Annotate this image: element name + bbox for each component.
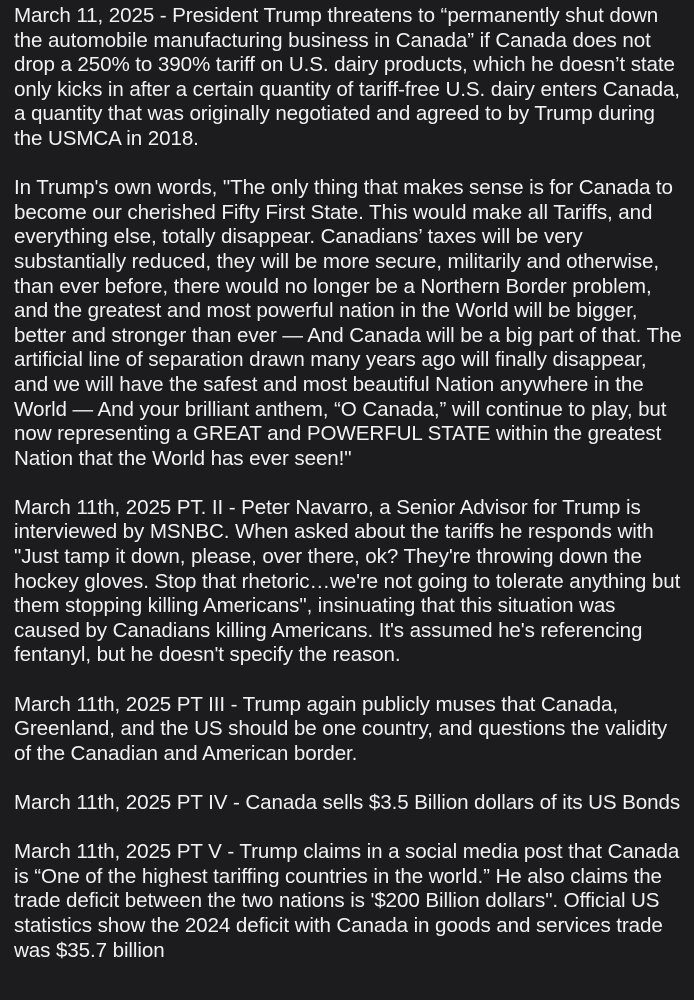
paragraph-bond-sale: March 11th, 2025 PT IV - Canada sells $3.5 Billion dollars of its US Bonds	[14, 791, 681, 814]
paragraph-navarro-interview: March 11th, 2025 PT. II - Peter Navarro, a Senior Advisor for Trump is interviewed by MSNBC. When asked about the tariffs he responds with "Just tamp it down, please, over there, ok? They're throwing down the hockey gloves. Stop that rhetoric…we're not going to tolerate anything but them stopping killing Americans", insinuating that this situation was caused by Canadians killing Americans. It's assumed he's referencing fentanyl, but he doesn't specify the reason.	[14, 495, 681, 667]
paragraph-trump-quote: In Trump's own words, "The only thing that makes sense is for Canada to become our cherished Fifty First State. This would make all Tariffs, and everything else, totally disappear. Canadians’ taxes will be very substantially reduced, they will be more secure, militarily and otherwise, than ever before, there would no longer be a Northern Border problem, and the greatest and most powerful nation in the World will be bigger, better and stronger than ever — And Canada will be a big part of that. The artificial line of separation drawn many years ago will finally disappear, and we will have the safest and most beautiful Nation anywhere in the World — And your brilliant anthem, “O Canada,” will continue to play, but now representing a GREAT and POWERFUL STATE within the greatest Nation that the World has ever seen!"	[14, 176, 682, 470]
paragraph-trade-deficit: March 11th, 2025 PT V - Trump claims in a social media post that Canada is “One of the highest tariffing countries in the world.” He also claims the trade deficit between the two nations is '$200 Billion dollars". Official US statistics show the 2024 deficit with Canada in goods and services trade was $35.7 billion	[14, 840, 680, 962]
post-body	[14, 4, 686, 963]
paragraph-one-country: March 11th, 2025 PT III - Trump again publicly muses that Canada, Greenland, and the US should be one country, and questions the validity of the Canadian and American border.	[14, 692, 668, 765]
paragraph-tariff-threat: March 11, 2025 - President Trump threatens to “permanently shut down the automobile manufacturing business in Canada” if Canada does not drop a 250% to 390% tariff on U.S. dairy products, which he doesn’t state only kicks in after a certain quantity of tariff-free U.S. dairy enters Canada, a quantity that was originally negotiated and agreed to by Trump during the USMCA in 2018.	[14, 4, 680, 150]
